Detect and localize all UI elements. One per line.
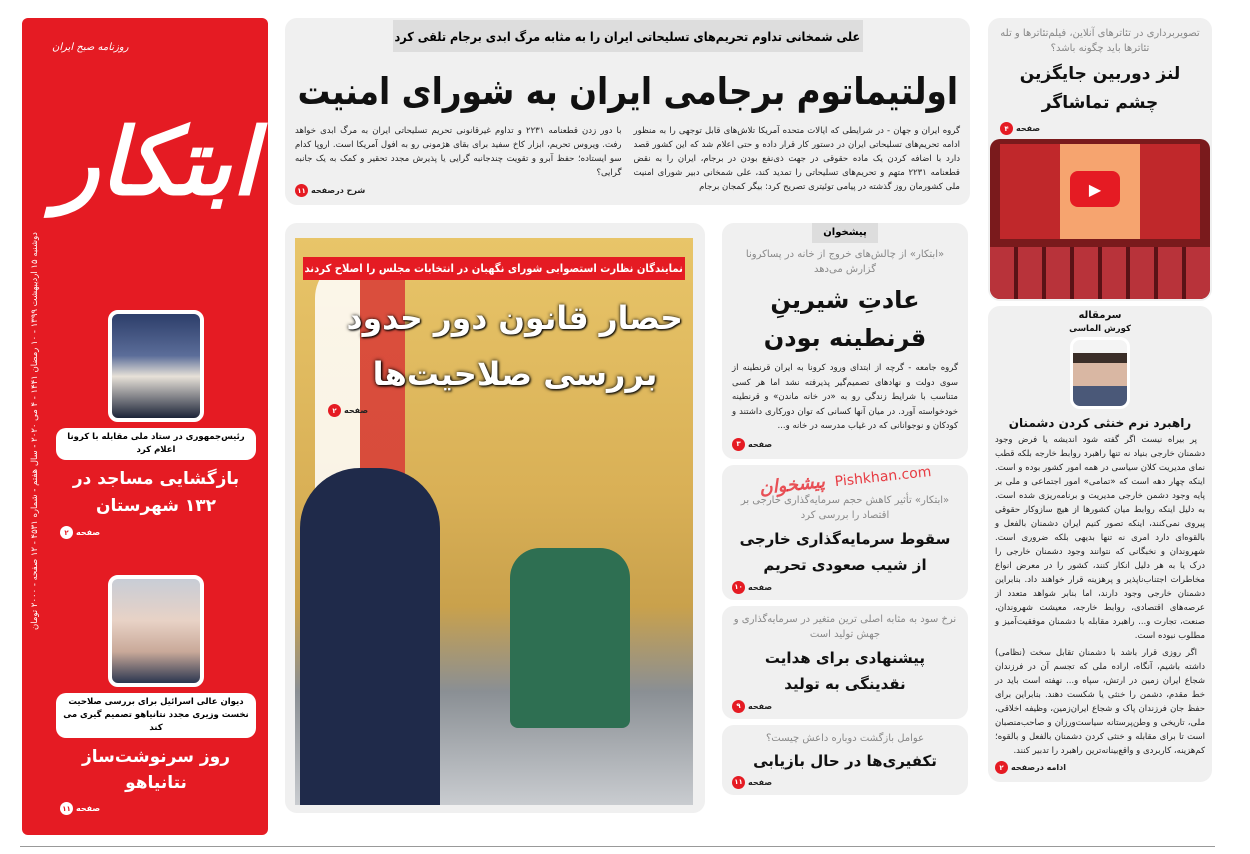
pishkhan-watermark-url: Pishkhan.com: [833, 463, 932, 490]
theater-illustration: [990, 139, 1210, 299]
mid-kicker-2: «ابتکار» تأثیر کاهش حجم سرمایه‌گذاری خارجی بر اقتصاد را بررسی کرد: [740, 494, 950, 521]
top-story-card: [285, 18, 970, 205]
page-label: صفحه: [344, 406, 369, 415]
top-story-headline[interactable]: اولتیماتوم برجامی ایران به شورای امنیت: [297, 70, 958, 113]
page-number: ۲: [995, 761, 1008, 774]
photo-story-headline-2[interactable]: بررسی صلاحیت‌ها: [372, 355, 658, 393]
chair-graphic: [510, 548, 630, 728]
left-headline-2[interactable]: روز سرنوشت‌ساز نتانیاهو: [82, 747, 230, 793]
mid-body-1: گروه جامعه - گرچه از ابتدای ورود کرونا به ایران قرنطینه از سوی دولت و نهادهای تصمیم‌گیر پذیرفته نشد اما هر کسی متناسب با شرایط زندگی رو به «در خانه ماندن» و قرنطینه خودخواسته آورد. در میان آنها کسانی که توان دورکاری داشتند و کودکان و نوجوانانی که در غیاب مدرسه در خانه و...: [732, 363, 958, 431]
editorial-p2: اگر روزی قرار باشد با دشمنان تقابل سخت (نظامی) داشته باشیم، آنگاه، اراده ملی که تجسم آن در فرزندان شجاع ایران زمین در ارتش، سپاه و... نهفته است باید در خط مقدم، دشمن را خنثی یا شکست دهند. بنابراین برای حفظ جان فرزندان پاک و شجاع ایران‌زمین، وظیفه اخلاقی، ملی، تاریخی و وطن‌پرستانه سیاست‌ورزان و صاحب‌منصبان است تا برای مقابله و خنثی کردن دشمنان بالفعل و بالقوه؛ کم‌هزینه، کاربردی و واقع‌بینانه‌ترین راهبرد را تدبیر کنند.: [995, 648, 1205, 756]
masthead-column: [22, 18, 268, 835]
page-number: ۳: [732, 438, 745, 451]
mid-card-3: [722, 606, 968, 719]
page-number: ۴: [1000, 122, 1013, 135]
left-page-ref-1[interactable]: [60, 526, 100, 539]
teaser-kicker: تصویربرداری در تئاترهای آنلاین، فیلم‌تئاترها و تله تئاترها باید چگونه باشد؟: [1000, 28, 1200, 54]
editorial-p1: پر بیراه نیست اگر گفته شود اندیشه یا فرض وجود دشمنان خارجی بنیاد نه تنها راهبرد روابط خارجه بلکه قطب نمای مدیریت کلان سیاسی در همه امور کشور بوده و است. اینکه چهار دهه است که «تمامی» امور اجتماعی و ملی بر پایه وجود دشمن خارجی مدیریت و برنامه‌ریزی شده است. به دلیل اینکه روابط میان کشورها از هیچ سازوکار حقوقی پیروی نمی‌کنند، اینکه تصور کنیم ایران دشمنان بالفعل و بالقوه‌ای دارد امری نه تنها بدیهی بلکه ضروری است. شهروندان و نخبگانی که نتوانند وجود دشمنان خارجی را درک یا به هر دلیل انکار کنند، کشور را در معرض انواع مخاطرات اجتناب‌ناپذیر و پرهزینه قرار خواهند داد. بنابراین دشمنان خارجی وجود دارند، اما بنابر شواهد متعدد از عرصه‌های اقتصادی، روابط خارجه، معیشت شهروندان، صنعت، تجارت و... راهبرد مقابله با دشمنان موفقیت‌آمیز و مطلوب نبوده است.: [995, 435, 1205, 641]
page-label: صفحه: [748, 582, 773, 592]
teaser-page-ref[interactable]: [1000, 122, 1040, 135]
editorial-headline[interactable]: راهبرد نرم خنثی کردن دشمنان: [1008, 416, 1192, 430]
page-label: صفحه: [76, 804, 101, 813]
photo-story-banner: نمایندگان نظارت استصوابی شورای نگهبان در انتخابات مجلس را اصلاح کردند: [304, 262, 684, 275]
page-label: صفحه: [1016, 124, 1041, 133]
left-caption-1: رئیس‌جمهوری در ستاد ملی مقابله با کرونا اعلام کرد: [56, 428, 256, 460]
mid-page-ref-2[interactable]: [732, 581, 772, 594]
mid-kicker-4: عوامل بازگشت دوباره داعش چیست؟: [765, 732, 925, 744]
page-label: صفحه: [748, 777, 773, 787]
page-label: صفحه: [76, 528, 101, 537]
netanyahu-photo: [108, 575, 204, 687]
left-caption-2: دیوان عالی اسرائیل برای بررسی صلاحیت نخست وزیری مجدد نتانیاهو تصمیم گیری می کند: [56, 693, 256, 738]
bottom-rule: [20, 846, 1215, 847]
mid-headline-3[interactable]: پیشنهادی برای هدایت نقدینگی به تولید: [764, 648, 926, 693]
dateline: دوشنبه ۱۵ اردیبهشت ۱۳۹۹ - ۱۰ رمضان ۱۴۴۱ - ۴ می ۲۰۲۰ - سال هفتم - شماره ۴۵۳۱ - ۱۲ صفحه - ۲۰۰۰ تومان: [30, 232, 40, 630]
page-number: ۱۱: [60, 802, 73, 815]
pishkhan-watermark: پیشخوان: [758, 470, 826, 499]
speaker-figure: [300, 468, 440, 805]
page-label: صفحه: [748, 439, 773, 449]
mid-headline-1[interactable]: عادتِ شیرینِ قرنطینه بودن: [763, 286, 927, 352]
page-number: ۲: [60, 526, 73, 539]
mid-headline-4[interactable]: تکفیری‌ها در حال بازیابی: [753, 751, 937, 770]
play-icon: ▶: [1070, 171, 1120, 207]
left-page-ref-2[interactable]: [60, 802, 100, 815]
rouhani-photo: [108, 310, 204, 422]
page-label: صفحه: [748, 701, 773, 711]
page-label: ادامه درصفحه: [1011, 763, 1066, 772]
pishkhan-card: [722, 223, 968, 459]
pishkhan-label: پیشخوان: [812, 223, 878, 243]
page-number: ۱۰: [732, 581, 745, 594]
editorial-author: کورش الماسی: [1069, 324, 1131, 334]
top-story-page-ref[interactable]: [295, 184, 365, 197]
mid-card-4: [722, 725, 968, 795]
newspaper-logo: ابتکار: [54, 107, 258, 216]
teaser-headline[interactable]: لنز دوربین جایگزین چشم تماشاگر: [1019, 64, 1181, 113]
editorial-label: سرمقاله: [1078, 310, 1122, 321]
top-story-kicker: علی شمخانی تداوم تحریم‌های تسلیحاتی ایران را به مثابه مرگ ابدی برجام تلقی کرد: [394, 28, 861, 44]
page-number: ۹: [732, 700, 745, 713]
editorial-page-ref[interactable]: [995, 761, 1066, 774]
tagline: روزنامه صبح ایران: [52, 42, 129, 53]
teaser-card: [988, 18, 1212, 301]
mid-kicker-1: «ابتکار» از چالش‌های خروج از خانه در پساکرونا گزارش می‌دهد: [745, 249, 945, 275]
top-story-col1: گروه ایران و جهان - در شرایطی که ایالات متحده آمریکا تلاش‌های قابل توجهی را به منظور ادامه تحریم‌های تسلیحاتی ایران در دستور کار قرار داده و حتی اعلام شد که این کشور قصد دارد با اضافه کردن یک ماده حقوقی در جهت ذی‌نفع بودن در برجام، ایران را به نقض قطعنامه ۲۲۳۱ متهم و تحریم‌های تسلیحاتی را تمدید کند، علی شمخانی دبیر شورای امنیت ملی کشورمان روز گذشته در پیامی توئیتری تصریح کرد: بیگر کمجان برجام: [633, 126, 960, 192]
mid-card-2: [722, 465, 968, 600]
mid-kicker-3: نرخ سود به مثابه اصلی ترین متغیر در سرمایه‌گذاری و جهش تولید است: [733, 613, 957, 640]
page-number: ۱۱: [732, 776, 745, 789]
editorial-card: [988, 306, 1212, 782]
page-number: ۱۱: [295, 184, 308, 197]
page-number: ۲: [328, 404, 341, 417]
author-photo: [1070, 337, 1130, 409]
page-label: شرح درصفحه: [311, 186, 366, 195]
mid-page-ref-3[interactable]: [732, 700, 772, 713]
mid-page-ref-1[interactable]: [732, 438, 772, 451]
photo-story-headline-1[interactable]: حصار قانون دور حدود: [346, 299, 684, 337]
left-headline-1[interactable]: بازگشایی مساجد در ۱۳۲ شهرستان: [72, 469, 240, 516]
mid-headline-2[interactable]: سقوط سرمایه‌گذاری خارجی از شیب صعودی تحریم: [739, 529, 951, 574]
photo-story-page-ref[interactable]: [328, 404, 368, 417]
top-story-col2: با دور زدن قطعنامه ۲۲۳۱ و تداوم غیرقانونی تحریم تسلیحاتی ایران به مرگ ابدی خواهد رفت. ویروس تحریم، ابزار کاخ سفید برای بقای هژمونی رو به افول آمریکا است. اروپا کدام سو ایستاده؛ حفظ آبرو و تقویت چندجانبه گرایی یا پذیرش مجدد تحقیر و کمک به یک جانبه گرایی؟: [295, 126, 622, 178]
photo-story-card: [285, 223, 705, 813]
mid-page-ref-4[interactable]: [732, 776, 772, 789]
